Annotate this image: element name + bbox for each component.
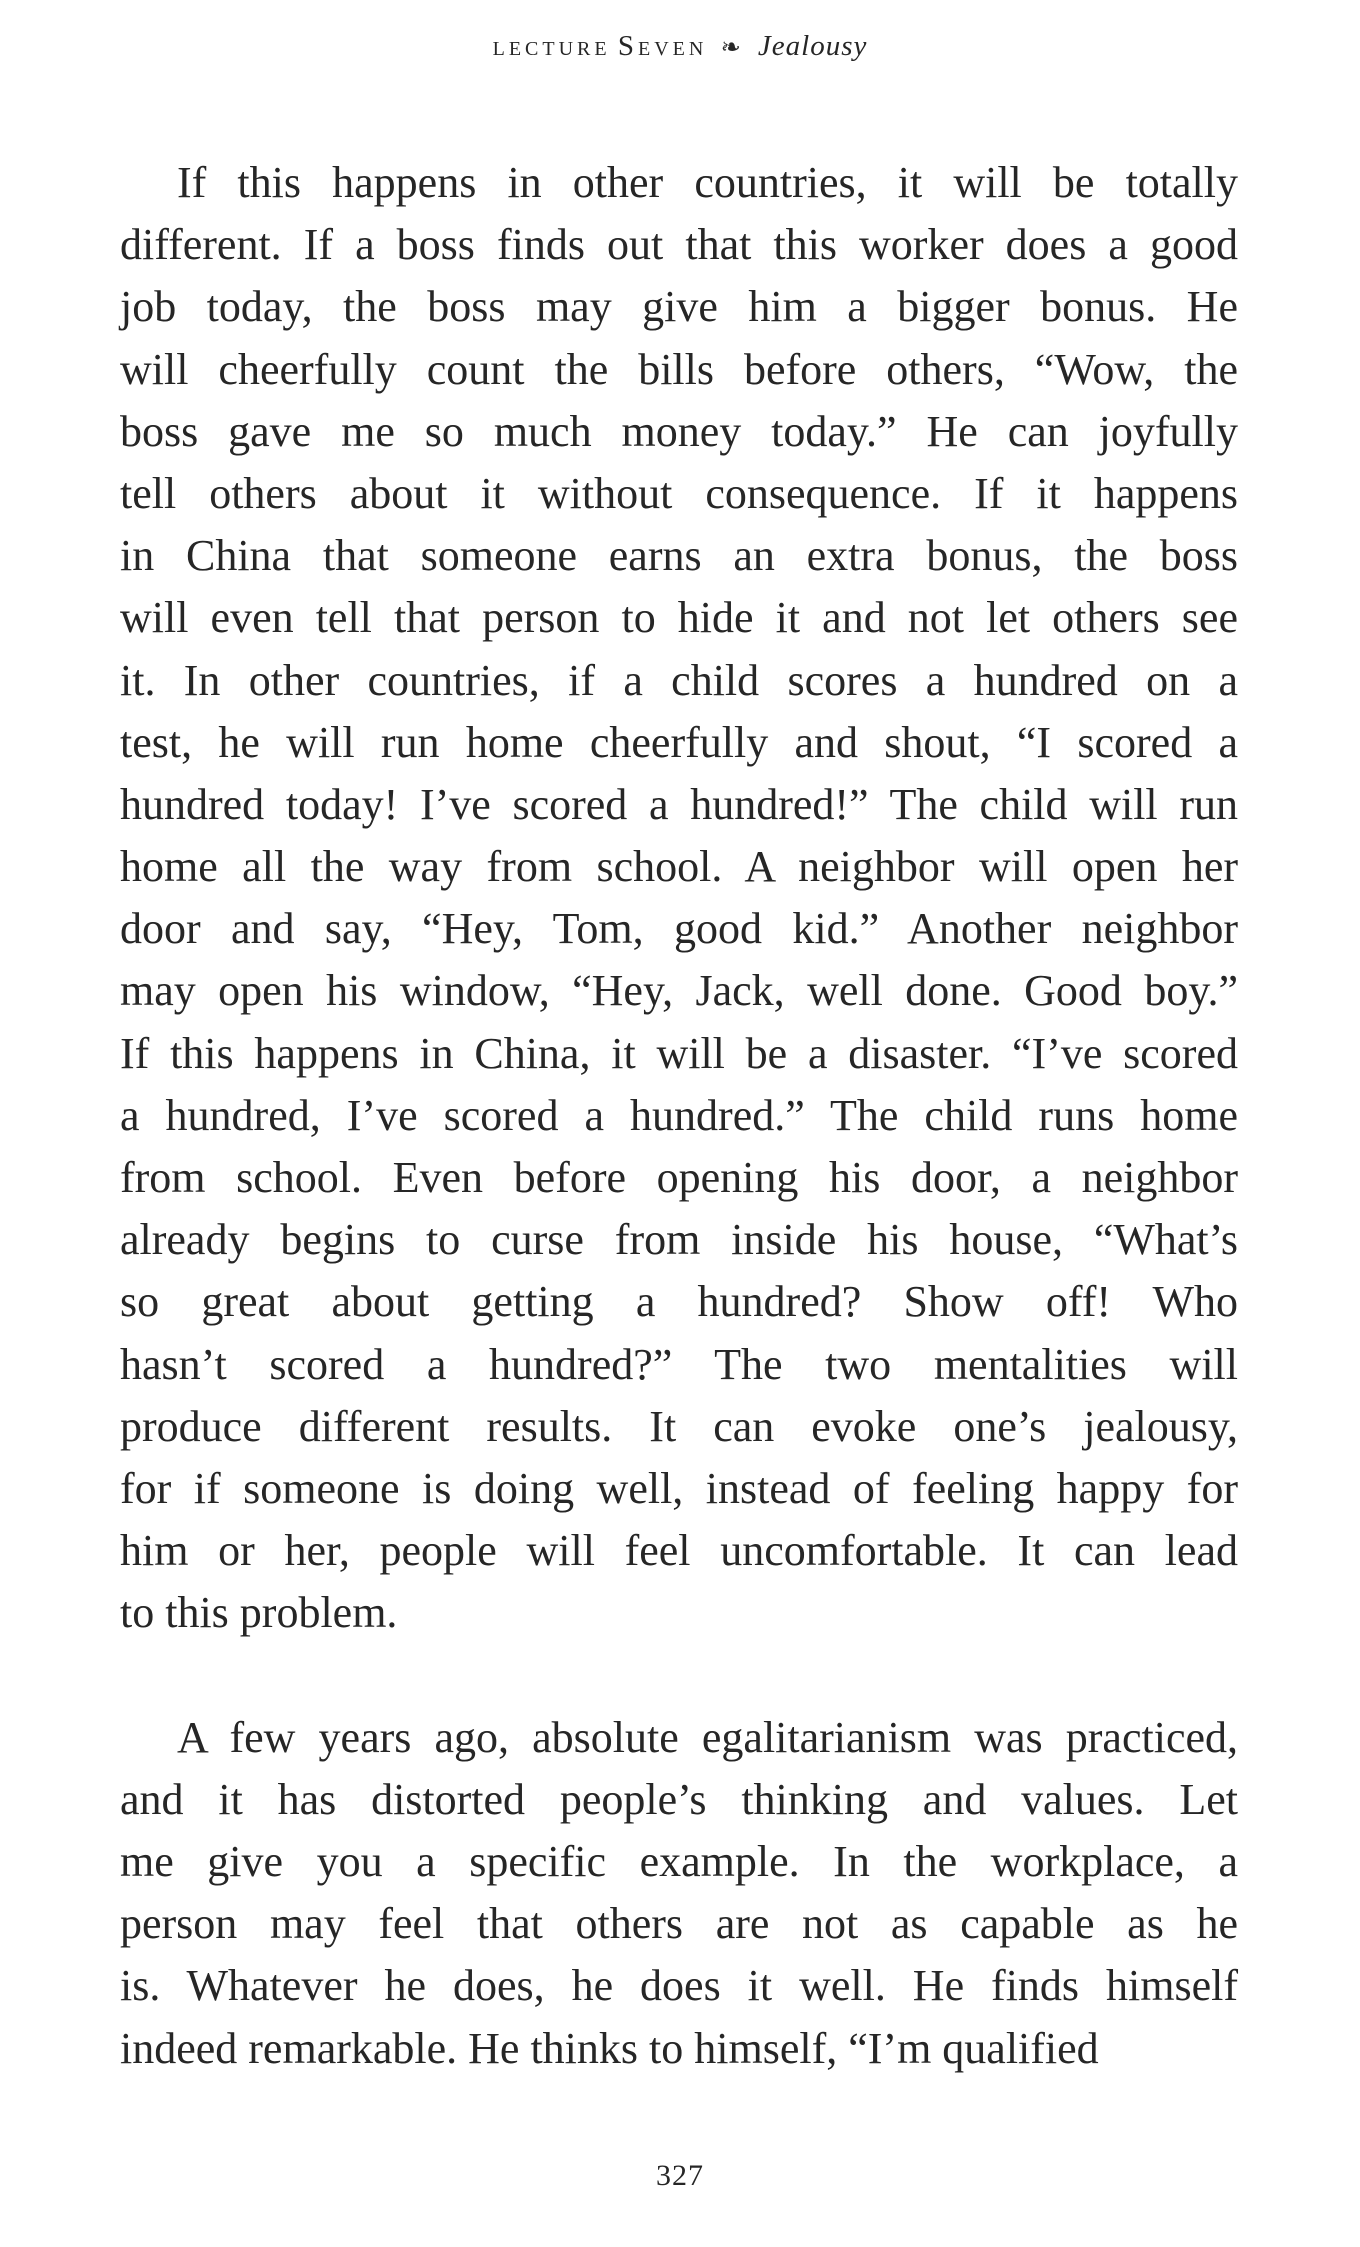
- text-line-content: is. Whatever he does, he does it well. He finds himself: [120, 1961, 1238, 2011]
- text-line-content: him or her, people will feel uncomfortable. It can lead: [120, 1526, 1238, 1576]
- floral-heart-icon: ❧: [720, 33, 741, 61]
- text-line-content: and it has distorted people’s thinking and values. Let: [120, 1774, 1238, 1824]
- text-line: [120, 1582, 1238, 1644]
- text-line: [120, 836, 1238, 898]
- paragraph: [120, 152, 1238, 1645]
- text-line-content: hasn’t scored a hundred?” The two mentalities will: [120, 1339, 1238, 1389]
- text-line: [120, 1458, 1238, 1520]
- text-line-content: home all the way from school. A neighbor will open her: [120, 842, 1238, 892]
- text-line: [120, 1831, 1238, 1893]
- text-line-content: for if someone is doing well, instead of feeling happy for: [120, 1463, 1238, 1513]
- text-line-content: job today, the boss may give him a bigger bonus. He: [120, 282, 1238, 332]
- text-line-content: produce different results. It can evoke one’s jealousy,: [120, 1401, 1238, 1451]
- text-line: [120, 960, 1238, 1022]
- text-line-content: to this problem.: [120, 1588, 398, 1638]
- text-line: [120, 1209, 1238, 1271]
- text-line: [120, 152, 1238, 214]
- text-line-content: boss gave me so much money today.” He can joyfully: [120, 406, 1238, 456]
- text-line: [120, 463, 1238, 525]
- text-line-content: may open his window, “Hey, Jack, well done. Good boy.”: [120, 966, 1238, 1016]
- paragraph: [120, 1707, 1238, 2080]
- text-line: [120, 1769, 1238, 1831]
- running-head: [0, 28, 1360, 65]
- text-line: [120, 1147, 1238, 1209]
- text-line: [120, 774, 1238, 836]
- text-line-content: different. If a boss finds out that this worker does a good: [120, 220, 1238, 270]
- text-line: [120, 898, 1238, 960]
- text-line: [120, 339, 1238, 401]
- running-head-lecture: lecture: [492, 30, 611, 62]
- text-line: [120, 1893, 1238, 1955]
- text-line: [120, 1085, 1238, 1147]
- text-line: [120, 1396, 1238, 1458]
- text-line: [120, 587, 1238, 649]
- text-line-content: so great about getting a hundred? Show off! Who: [120, 1277, 1238, 1327]
- text-line: [120, 1023, 1238, 1085]
- running-head-chapter-title: Jealousy: [757, 30, 868, 62]
- text-line-content: person may feel that others are not as capable as he: [120, 1899, 1238, 1949]
- text-line-content: indeed remarkable. He thinks to himself, “I’m qualified: [120, 2023, 1099, 2073]
- text-line-content: already begins to curse from inside his house, “What’s: [120, 1215, 1238, 1265]
- body-text: [120, 152, 1238, 2080]
- text-line: [120, 1955, 1238, 2017]
- text-line: [120, 525, 1238, 587]
- text-line-content: test, he will run home cheerfully and shout, “I scored a: [120, 717, 1238, 767]
- text-line: [120, 712, 1238, 774]
- paragraph-gap: [120, 1645, 1238, 1707]
- text-line-content: will cheerfully count the bills before others, “Wow, the: [120, 344, 1238, 394]
- text-line-content: a hundred, I’ve scored a hundred.” The child runs home: [120, 1090, 1238, 1140]
- running-head-number: Seven: [617, 30, 708, 62]
- text-line: [120, 650, 1238, 712]
- text-line: [120, 1271, 1238, 1333]
- text-line-content: If this happens in China, it will be a disaster. “I’ve scored: [120, 1028, 1238, 1078]
- text-line: [120, 276, 1238, 338]
- page-number: 327: [656, 2159, 704, 2192]
- text-line: [120, 1707, 1238, 1769]
- text-line: [120, 1334, 1238, 1396]
- text-line: [120, 2018, 1238, 2080]
- text-line-content: If this happens in other countries, it will be totally: [177, 158, 1238, 207]
- text-line-content: A few years ago, absolute egalitarianism was practiced,: [177, 1712, 1238, 1762]
- text-line-content: will even tell that person to hide it and not let others see: [120, 593, 1238, 643]
- text-line-content: from school. Even before opening his door, a neighbor: [120, 1153, 1238, 1202]
- text-line: [120, 1520, 1238, 1582]
- text-line-content: door and say, “Hey, Tom, good kid.” Another neighbor: [120, 904, 1238, 954]
- text-line-content: in China that someone earns an extra bonus, the boss: [120, 531, 1238, 581]
- text-line-content: hundred today! I’ve scored a hundred!” The child will run: [120, 779, 1238, 829]
- text-line-content: it. In other countries, if a child scores a hundred on a: [120, 655, 1238, 705]
- text-line-content: me give you a specific example. In the workplace, a: [120, 1837, 1238, 1887]
- text-line: [120, 214, 1238, 276]
- text-line-content: tell others about it without consequence. If it happens: [120, 468, 1238, 518]
- text-line: [120, 401, 1238, 463]
